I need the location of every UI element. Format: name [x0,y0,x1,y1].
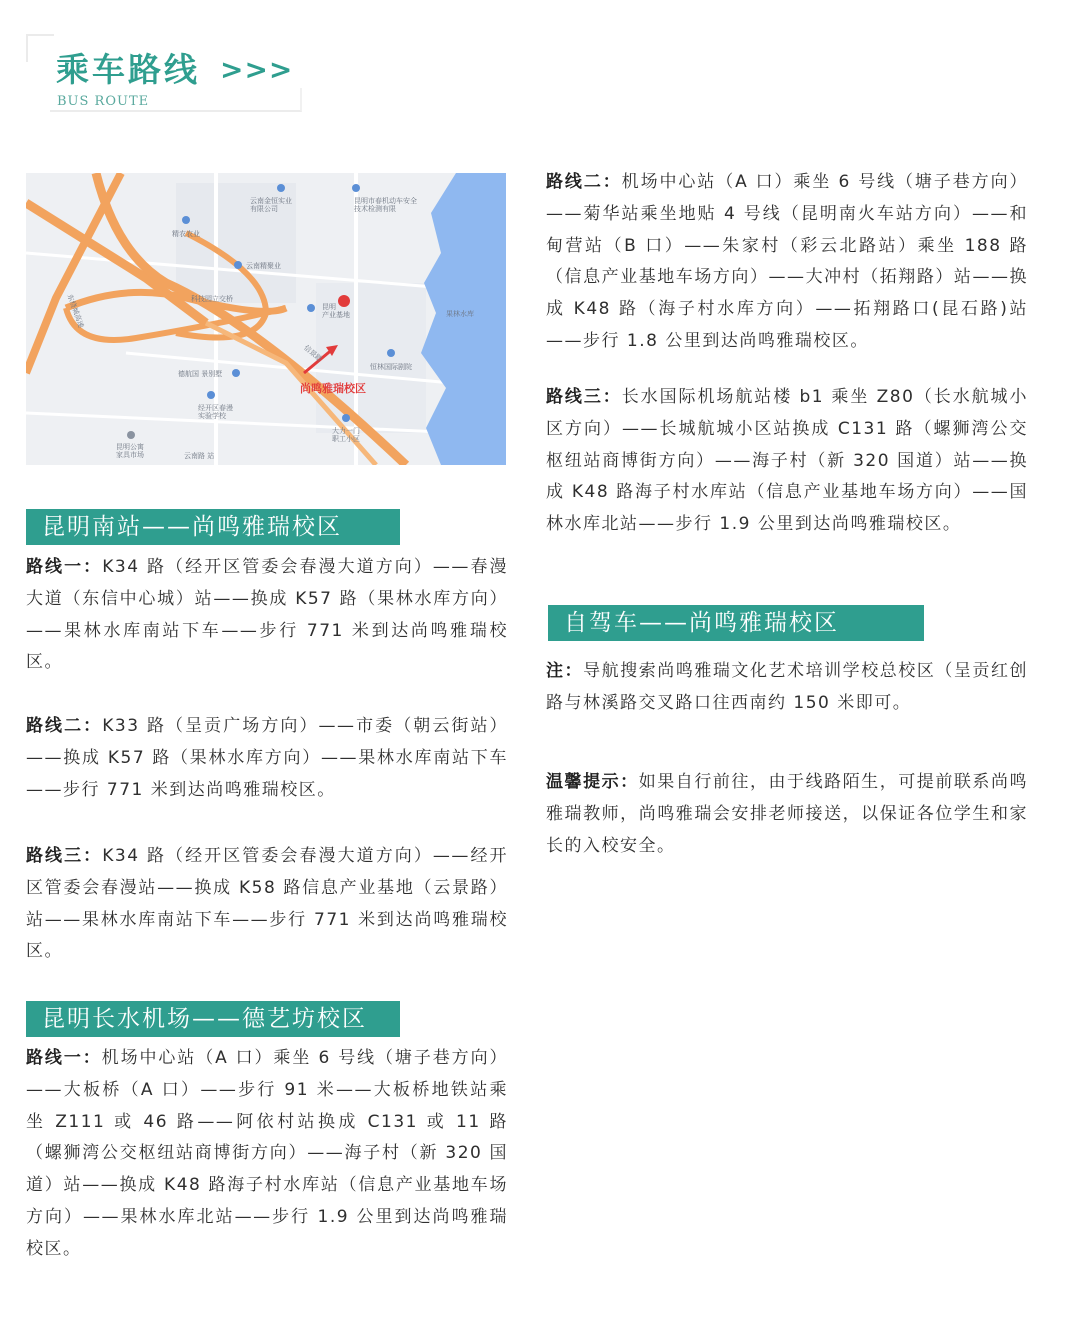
route-label: 路线一： [26,1048,102,1068]
section-header-kunming-south: 昆明南站——尚鸣雅瑞校区 [26,509,400,545]
route-paragraph [26,552,508,679]
section-header-airport: 昆明长水机场——德艺坊校区 [26,1001,400,1037]
map-poi: 德航国 景别墅 [178,370,223,378]
route-paragraph [26,1043,508,1266]
page-subtitle: BUS ROUTE [57,94,150,109]
route-map [26,173,506,465]
section-header-self-drive: 自驾车——尚鸣雅瑞校区 [548,605,924,641]
map-poi: 云南路 站 [184,452,215,460]
route-label: 路线三： [546,387,622,407]
header-arrows: >>> [220,53,294,86]
route-text: K34 路（经开区管委会春漫大道方向）——春漫大道（东信中心城）站——换成 K57 路（果林水库方向）——果林水库南站下车——步行 771 米到达尚鸣雅瑞校区。 [26,557,509,673]
note-text: 导航搜索尚鸣雅瑞文化艺术培训学校总校区（呈贡红创路与林溪路交叉路口往西南约 150 米即可。 [546,661,1029,713]
map-poi: 昆明公寓 家具市场 [116,443,144,459]
route-label: 路线二： [546,172,622,192]
route-label: 路线三： [26,846,103,866]
map-poi: 大力一门 职工小区 [332,427,360,443]
header-decor-corner [26,34,54,62]
map-poi: 精农农业 [172,230,200,238]
map-road-label: 东绕城高速 [65,293,86,329]
reservoir-water [421,173,506,465]
route-text: K34 路（经开区管委会春漫大道方向）——经开区管委会春漫站——换成 K58 路信息产业基地（云景路）站——果林水库南站下车——步行 771 米到达尚鸣雅瑞校区。 [26,846,509,962]
route-paragraph [546,382,1028,541]
map-poi: 科技园立交桥 [191,295,233,303]
route-text: 机场中心站（A 口）乘坐 6 号线（塘子巷方向）——菊华站乘坐地贴 4 号线（昆明南火车站方向）——和甸营站（B 口）——朱家村（彩云北路站）乘坐 188 路（信息产业基地车场方向）——大冲村（拓翔路）站——换成 K48 路（海子村水库方向）——拓翔路口(昆石路)站——步行 1.8 公里到达尚鸣雅瑞校区。 [546,172,1029,351]
tip-text: 如果自行前往，由于线路陌生，可提前联系尚鸣雅瑞教师，尚鸣雅瑞会安排老师接送，以保证各位学生和家长的入校安全。 [546,772,1029,856]
map-poi: 云南金恒实业 有限公司 [250,197,292,213]
tip-label: 温馨提示： [546,772,639,792]
route-paragraph [26,711,508,806]
route-label: 路线一： [26,557,103,577]
map-canvas [26,173,506,465]
map-poi: 昆明市春机动车安全 技术检测有限 [354,197,417,213]
note-label: 注： [546,661,584,681]
route-text: 机场中心站（A 口）乘坐 6 号线（塘子巷方向）——大板桥（A 口）——步行 91 米——大板桥地铁站乘坐 Z111 或 46 路——阿依村站换成 C131 或 11 路（螺狮湾公交枢纽站商博街方向）——海子村（新 320 国道）站——换成 K48 路海子村水库站（信息产业基地车场方向）——果林水库北站——步行 1.9 公里到达尚鸣雅瑞校区。 [26,1048,509,1259]
map-poi: 云南精聚业 [246,262,281,270]
map-poi: 经开区春漫 实验学校 [198,404,233,420]
route-text: K33 路（呈贡广场方向）——市委（朝云街站）——换成 K57 路（果林水库方向）——果林水库南站下车——步行 771 米到达尚鸣雅瑞校区。 [26,716,509,800]
map-poi: 果林水库 [446,310,474,318]
note-paragraph [546,656,1028,720]
map-road-label: 信景路 [302,343,324,364]
route-label: 路线二： [26,716,103,736]
map-poi: 昆明 产业基地 [322,303,350,319]
page-title: 乘车路线 [56,50,200,89]
route-paragraph [546,167,1028,358]
route-paragraph [26,841,508,968]
tip-paragraph [546,767,1028,862]
map-poi: 恒林国际剧院 [370,363,412,371]
route-text: 长水国际机场航站楼 b1 乘坐 Z80（长水航城小区方向）——长城航城小区站换成 C131 路（螺狮湾公交枢纽站商博街方向）——海子村（新 320 国道）站——换成 K48 路海子村水库站（信息产业基地车场方向）——国林水库北站——步行 1.9 公里到达尚鸣雅瑞校区。 [546,387,1028,535]
map-school-label: 尚鸣雅瑞校区 [300,382,366,395]
